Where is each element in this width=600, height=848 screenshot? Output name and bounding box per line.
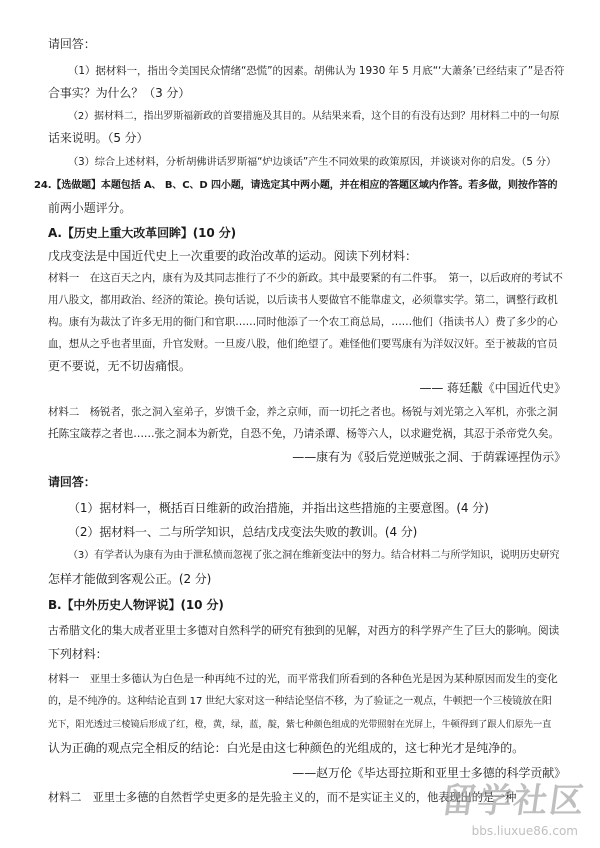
question-item-cont: 合事实？为什么？（3 分） [48, 86, 191, 100]
material-line: 认为正确的观点完全相反的结论：白光是由这七种颜色的光组成的，这七种光才是纯净的。 [48, 741, 525, 755]
source-citation: ——赵万伦《毕达哥拉斯和亚里士多德的科学贡献》 [292, 766, 566, 780]
source-citation: —— 蒋廷黻《中国近代史》 [419, 381, 566, 395]
material-line: 光下，阳光透过三棱镜后形成了红，橙，黄，绿，蓝，靛，紫七种颜色组成的光带照射在光屏上，牛顿得到了跟人们原先一直 [48, 719, 552, 730]
section-a-heading: A.【历史上重大改革回眸】(10 分) [48, 226, 237, 240]
question-item-cont: 话来说明。（5 分） [48, 131, 149, 145]
material-line: 材料二 杨锐者，张之洞入室弟子，岁馈千金，养之京师，而一切托之者也。杨锐与刘光第之入军机，亦张之洞 [48, 406, 558, 418]
question-item: （1）据材料一，指出令美国民众情绪“恐慌”的因素。胡佛认为 1930 年 5 月底“‘大萧条’已经结束了”是否符 [68, 65, 565, 77]
material-line: 血，想从之乎也者里面，升官发财。一旦废八股，他们绝望了。难怪他们要骂康有为洋奴汉奸。至于被裁的官员 [48, 338, 558, 350]
question-prompt: 请回答： [48, 475, 96, 489]
material-line: 更不要说，无不切齿痛恨。 [48, 359, 191, 373]
paragraph-line: 古希腊文化的集大成者亚里士多德对自然科学的研究有独到的见解，对西方的科学界产生了巨大的影响。阅读 [48, 624, 560, 637]
paragraph-line: 下列材料： [48, 647, 108, 661]
question-24-cont: 前两小题评分。 [48, 201, 132, 215]
question-item: （3）综合上述材料，分析胡佛讲话罗斯福“炉边谈话”产生不同效果的政策原因，并谈谈对你的启发。（5 分） [68, 156, 557, 168]
question-item-cont: 怎样才能做到客观公正。(2 分) [48, 572, 212, 586]
source-citation: ——康有为《驳后党逆贼张之洞、于荫霖诬捏伪示》 [292, 450, 566, 464]
watermark-url: bbs.liuxue86.com [471, 824, 578, 838]
paragraph-line: 戊戌变法是中国近代史上一次重要的政治改革的运动。阅读下列材料： [48, 249, 417, 263]
question-item: （2）据材料二，指出罗斯福新政的首要措施及其目的。从结果来看，这个目的有没有达到？用材料二中的一句原 [68, 111, 560, 122]
watermark-logo [416, 781, 589, 840]
section-b-heading: B.【中外历史人物评说】(10 分) [48, 598, 224, 612]
question-prompt: 请回答： [48, 37, 96, 51]
material-line: 构。康有为裁汰了许多无用的衙门和官职……同时他添了一个农工商总局，……他们（指读书人）费了多少的心 [48, 316, 558, 328]
material-line: 的，是不纯净的。这种结论直到 17 世纪大家对这一种结论坚信不移，为了验证之一观点，牛顿把一个三棱镜放在阳 [48, 696, 552, 707]
watermark-text: 留学社区 [438, 781, 589, 821]
material-line: 用八股文，都用政治、经济的策论。换句话说，以后读书人要做官不能靠虚文，必须靠实学。第二，调整行政机 [48, 294, 558, 306]
material-line: 材料二 亚里士多德的自然哲学史更多的是先验主义的，而不是实证主义的，他表现出的是一种 [48, 791, 517, 804]
question-24-heading: 24.【选做题】本题包括 A、 B、C、D 四小题，请选定其中两小题，并在相应的答题区域内作答。若多做，则按作答的 [34, 180, 558, 191]
question-item: （1）据材料一，概括百日维新的政治措施，并指出这些措施的主要意图。(4 分) [68, 501, 489, 515]
material-line: 托陈宝箴荐之者也……张之洞本为新党，自恐不免，乃请杀谭、杨等六人，以求避党祸，其忍于杀帝党久矣。 [48, 427, 560, 440]
material-line: 材料一 在这百天之内，康有为及其同志推行了不少的新政。其中最要紧的有二件事。 第一，以后政府的考试不 [48, 272, 563, 284]
question-item: （2）据材料一、二与所学知识，总结戊戌变法失败的教训。(4 分) [68, 525, 418, 539]
question-item: （3）有学者认为康有为由于泄私愤而忽视了张之洞在维新变法中的努力。结合材料二与所学知识，说明历史研究 [68, 550, 560, 561]
material-line: 材料一 亚里士多德认为白色是一种再纯不过的光，而平常我们所看到的各种色光是因为某种原因而发生的变化 [48, 673, 558, 685]
